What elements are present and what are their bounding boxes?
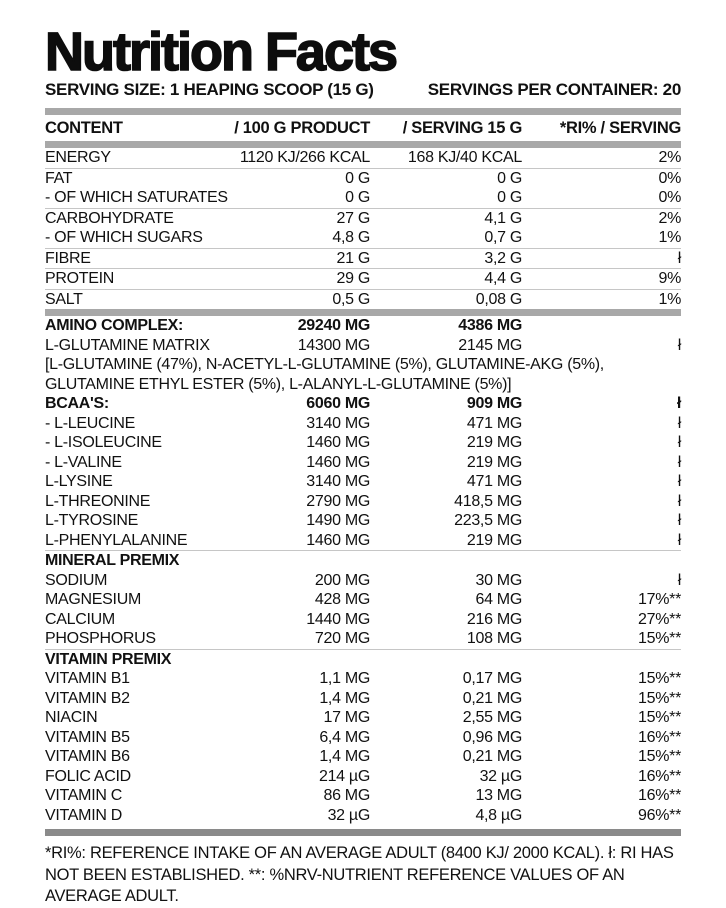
- nutrient-label: L-THREONINE: [45, 492, 151, 510]
- nutrient-label: - OF WHICH SATURATES: [45, 189, 228, 206]
- value-per-100g: 29 G: [336, 270, 370, 287]
- nutrient-label: L-GLUTAMINE MATRIX: [45, 336, 210, 354]
- table-header-row: [45, 115, 681, 141]
- value-per-serving: 418,5 MG: [454, 492, 522, 510]
- value-per-serving: 0,96 MG: [462, 728, 522, 746]
- ri-percent-per-serving: ł: [677, 453, 681, 471]
- table-row: [45, 414, 681, 434]
- table-row: [45, 806, 681, 826]
- divider-bar-top: [45, 108, 681, 115]
- value-per-100g: 1,4 MG: [319, 748, 370, 765]
- value-per-serving: 2,55 MG: [462, 709, 522, 726]
- value-per-serving: 2145 MG: [458, 336, 522, 354]
- footnote-text: *RI%: REFERENCE INTAKE OF AN AVERAGE ADULT (8400 KJ/ 2000 KCAL). ł: RI HAS NOT BEEN ESTABLISHED. **: %NRV-NUTRIENT REFERENCE VALUES OF AN AVERAGE ADULT.: [45, 844, 674, 905]
- value-per-serving: 108 MG: [466, 630, 522, 647]
- table-row: [45, 590, 681, 610]
- value-per-100g: 0,5 G: [332, 290, 370, 308]
- nutrient-label: VITAMIN B6: [45, 748, 130, 765]
- ri-percent-per-serving: ł: [676, 395, 681, 412]
- value-per-serving: 216 MG: [466, 610, 522, 628]
- value-per-100g: 3140 MG: [306, 414, 370, 432]
- section-vitamin-premix: [45, 649, 681, 826]
- nutrient-label: VITAMIN B1: [45, 670, 130, 687]
- servings-per-container-text: SERVINGS PER CONTAINER: 20: [427, 80, 681, 99]
- nutrient-label: VITAMIN B5: [45, 728, 130, 746]
- table-row: [45, 168, 681, 189]
- table-row: [45, 747, 681, 767]
- value-per-100g: 214 µG: [318, 767, 370, 785]
- table-row: [45, 453, 681, 473]
- ri-percent-per-serving: 15%**: [638, 689, 681, 707]
- value-per-100g: 14300 MG: [297, 336, 370, 354]
- value-per-serving: 219 MG: [466, 453, 522, 471]
- ri-percent-per-serving: 27%**: [638, 610, 681, 628]
- nutrient-label: L-TYROSINE: [45, 512, 139, 529]
- ri-percent-per-serving: 9%: [658, 270, 681, 287]
- header-ri-per-serving: *RI% / SERVING: [559, 119, 681, 137]
- value-per-serving: 4,8 µG: [475, 806, 522, 824]
- value-per-100g: 1460 MG: [306, 434, 370, 451]
- value-per-100g: 0 G: [345, 189, 370, 206]
- table-row: [45, 472, 681, 492]
- value-per-serving: 4386 MG: [458, 317, 522, 334]
- value-per-100g: 1,1 MG: [319, 670, 370, 687]
- divider-bar-bottom: [45, 829, 681, 836]
- table-row: [45, 551, 681, 571]
- header-per-serving: / SERVING 15 G: [402, 119, 522, 137]
- value-per-100g: [230, 650, 370, 670]
- table-row: [45, 728, 681, 748]
- ri-percent-per-serving: ł: [677, 336, 681, 354]
- header-per-100g: / 100 G PRODUCT: [234, 119, 370, 137]
- table-row: [45, 708, 681, 728]
- table-row: [45, 248, 681, 269]
- page-title: Nutrition Facts: [45, 22, 397, 82]
- table-row: [45, 188, 681, 208]
- value-per-100g: 1120 KJ/266 KCAL: [239, 149, 370, 166]
- ri-percent-per-serving: 17%**: [638, 591, 681, 608]
- header-content: CONTENT: [45, 119, 123, 137]
- nutrient-label: SALT: [45, 290, 83, 308]
- table-row: [45, 669, 681, 689]
- value-per-serving: 219 MG: [466, 434, 522, 451]
- value-per-serving: 32 µG: [479, 767, 522, 785]
- nutrient-label: VITAMIN B2: [45, 689, 130, 707]
- value-per-serving: 219 MG: [466, 531, 522, 549]
- value-per-100g: 1460 MG: [306, 531, 370, 549]
- nutrient-label: VITAMIN PREMIX: [45, 650, 172, 668]
- value-per-100g: 4,8 G: [332, 229, 370, 246]
- value-per-100g: 17 MG: [323, 709, 370, 726]
- table-row: [45, 336, 681, 356]
- value-per-serving: 0,17 MG: [462, 670, 522, 687]
- value-per-serving: 30 MG: [475, 571, 522, 589]
- ingredient-breakdown-note: [L-GLUTAMINE (47%), N-ACETYL-L-GLUTAMINE (5%), GLUTAMINE-AKG (5%), GLUTAMINE ETHYL ESTER (5%), L-ALANYL-L-GLUTAMINE (5%)]: [45, 356, 604, 393]
- section-amino-complex: [45, 316, 681, 550]
- ri-percent-per-serving: ł: [677, 414, 681, 432]
- table-row: [45, 571, 681, 591]
- ri-percent-per-serving: ł: [677, 434, 681, 451]
- value-per-serving: 3,2 G: [484, 249, 522, 267]
- value-per-serving: 0,21 MG: [462, 748, 522, 765]
- ri-percent-per-serving: 15%**: [638, 709, 681, 726]
- table-row: [45, 208, 681, 229]
- value-per-100g: 6,4 MG: [319, 728, 370, 746]
- value-per-serving: 0 G: [497, 169, 522, 187]
- value-per-serving: 0,08 G: [475, 290, 522, 308]
- ri-percent-per-serving: 16%**: [638, 728, 681, 746]
- ri-percent-per-serving: ł: [677, 531, 681, 549]
- ri-percent-per-serving: ł: [677, 473, 681, 490]
- ri-percent-per-serving: [522, 551, 681, 571]
- ri-percent-per-serving: ł: [677, 571, 681, 589]
- divider-bar-header: [45, 141, 681, 148]
- ri-percent-per-serving: 1%: [658, 229, 681, 246]
- section-mineral-premix: [45, 550, 681, 649]
- value-per-serving: 168 KJ/40 KCAL: [407, 149, 522, 166]
- table-row: [45, 531, 681, 551]
- ri-percent-per-serving: ł: [677, 512, 681, 529]
- value-per-serving: 0,7 G: [484, 229, 522, 246]
- ri-percent-per-serving: [522, 316, 681, 336]
- divider-bar-middle: [45, 309, 681, 316]
- value-per-100g: 720 MG: [314, 630, 370, 647]
- ri-percent-per-serving: 15%**: [638, 630, 681, 647]
- value-per-serving: 909 MG: [466, 395, 522, 412]
- value-per-serving: 0,21 MG: [462, 689, 522, 707]
- ri-percent-per-serving: 96%**: [638, 806, 681, 824]
- nutrient-label: PROTEIN: [45, 270, 115, 287]
- nutrient-label: SODIUM: [45, 571, 108, 589]
- value-per-100g: 29240 MG: [297, 317, 370, 334]
- nutrient-label: MAGNESIUM: [45, 591, 141, 608]
- table-row: [45, 316, 681, 336]
- value-per-serving: 64 MG: [475, 591, 522, 608]
- ri-percent-per-serving: 16%**: [638, 767, 681, 785]
- value-per-serving: 0 G: [497, 189, 522, 206]
- nutrient-label: MINERAL PREMIX: [45, 552, 180, 569]
- ri-percent-per-serving: 15%**: [638, 670, 681, 687]
- value-per-100g: 21 G: [336, 249, 370, 267]
- table-row: [45, 289, 681, 310]
- table-row: [45, 394, 681, 414]
- value-per-serving: 4,1 G: [484, 209, 522, 227]
- value-per-serving: [370, 551, 522, 571]
- nutrient-label: - OF WHICH SUGARS: [45, 229, 203, 246]
- table-row: [45, 433, 681, 453]
- nutrient-label: PHOSPHORUS: [45, 630, 156, 647]
- value-per-100g: 1440 MG: [306, 610, 370, 628]
- nutrient-label: FOLIC ACID: [45, 767, 131, 785]
- nutrient-label: FAT: [45, 169, 73, 187]
- value-per-100g: 0 G: [345, 169, 370, 187]
- value-per-100g: 27 G: [336, 209, 370, 227]
- ri-percent-per-serving: 0%: [658, 189, 681, 206]
- nutrient-label: L-PHENYLALANINE: [45, 531, 188, 549]
- value-per-serving: [370, 650, 522, 670]
- ri-percent-per-serving: ł: [677, 249, 681, 267]
- value-per-100g: 1460 MG: [306, 453, 370, 471]
- section-macronutrients: [45, 148, 681, 309]
- serving-info: [45, 80, 681, 100]
- nutrient-label: - L-ISOLEUCINE: [45, 434, 162, 451]
- value-per-100g: 3140 MG: [306, 473, 370, 490]
- ri-percent-per-serving: ł: [677, 492, 681, 510]
- value-per-100g: 32 µG: [327, 806, 370, 824]
- value-per-100g: [230, 551, 370, 571]
- table-row: [45, 767, 681, 787]
- value-per-serving: 13 MG: [475, 787, 522, 804]
- nutrient-label: AMINO COMPLEX:: [45, 317, 184, 334]
- table-row: [45, 629, 681, 649]
- ri-percent-per-serving: 16%**: [638, 787, 681, 804]
- value-per-100g: 1490 MG: [306, 512, 370, 529]
- nutrient-label: VITAMIN C: [45, 787, 123, 804]
- table-row: [45, 650, 681, 670]
- nutrient-label: CALCIUM: [45, 610, 115, 628]
- nutrient-label: ENERGY: [45, 149, 111, 166]
- table-row: [45, 148, 681, 168]
- ri-percent-per-serving: [522, 650, 681, 670]
- value-per-100g: 200 MG: [314, 571, 370, 589]
- ri-percent-per-serving: 1%: [658, 290, 681, 308]
- value-per-serving: 223,5 MG: [454, 512, 522, 529]
- table-row: [45, 492, 681, 512]
- ri-percent-per-serving: 15%**: [638, 748, 681, 765]
- nutrient-label: VITAMIN D: [45, 806, 123, 824]
- table-row: [45, 786, 681, 806]
- nutrient-label: CARBOHYDRATE: [45, 209, 174, 227]
- value-per-100g: 2790 MG: [306, 492, 370, 510]
- table-row: [45, 689, 681, 709]
- nutrient-label: - L-VALINE: [45, 453, 122, 471]
- value-per-100g: 6060 MG: [306, 395, 370, 412]
- value-per-serving: 471 MG: [466, 414, 522, 432]
- value-per-serving: 4,4 G: [484, 270, 522, 287]
- table-row: [45, 511, 681, 531]
- table-row: [45, 610, 681, 630]
- serving-size-text: SERVING SIZE: 1 HEAPING SCOOP (15 G): [45, 80, 374, 99]
- value-per-100g: 1,4 MG: [319, 689, 370, 707]
- table-row: [45, 228, 681, 248]
- ri-percent-per-serving: 2%: [658, 209, 681, 227]
- table-row: [45, 268, 681, 289]
- value-per-100g: 428 MG: [314, 591, 370, 608]
- value-per-serving: 471 MG: [466, 473, 522, 490]
- nutrient-label: L-LYSINE: [45, 473, 113, 490]
- ri-percent-per-serving: 0%: [658, 169, 681, 187]
- ri-percent-per-serving: 2%: [658, 149, 681, 166]
- nutrient-label: FIBRE: [45, 249, 91, 267]
- value-per-100g: 86 MG: [323, 787, 370, 804]
- nutrient-label: - L-LEUCINE: [45, 414, 136, 432]
- nutrient-label: BCAA'S:: [45, 395, 109, 412]
- nutrient-label: NIACIN: [45, 709, 98, 726]
